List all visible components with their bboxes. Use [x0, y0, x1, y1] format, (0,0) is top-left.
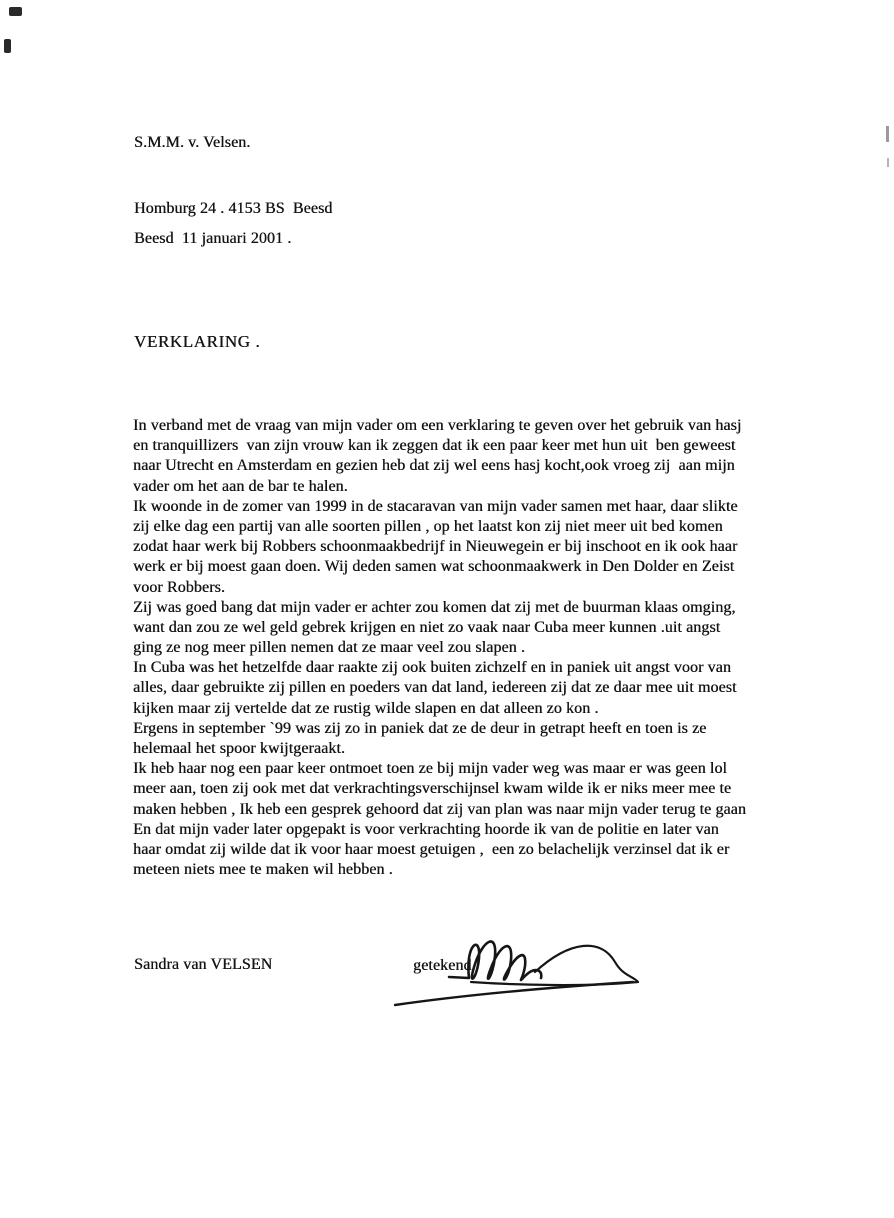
body-line: vader om het aan de bar te halen.: [133, 477, 348, 495]
sender-address: Homburg 24 . 4153 BS Beesd: [134, 200, 333, 217]
body-line: In Cuba was het hetzelfde daar raakte zij ook buiten zichzelf en in paniek uit angst voor van: [133, 659, 731, 677]
scan-artifact: [887, 158, 889, 167]
body-line: meer aan, toen zij ook met dat verkrachtingsverschijnsel kwam wilde ik er niks meer mee te: [133, 780, 732, 798]
scan-artifact: [9, 7, 22, 16]
body-line: Ergens in september `99 was zij zo in paniek dat ze de deur in getrapt heeft en toen is ze: [133, 719, 707, 737]
body-line: alles, daar gebruikte zij pillen en poeders van dat land, iedereen zij dat ze daar mee uit moest: [133, 679, 737, 697]
body-line: maken hebben , Ik heb een gesprek gehoord dat zij van plan was naar mijn vader terug te gaan: [133, 800, 746, 818]
body-line: voor Robbers.: [133, 578, 225, 596]
body-line: Ik woonde in de zomer van 1999 in de stacaravan van mijn vader samen met haar, daar slikte: [133, 497, 738, 515]
date-line: Beesd 11 januari 2001 .: [134, 230, 292, 247]
body-line: en tranquillizers van zijn vrouw kan ik zeggen dat ik een paar keer met hun uit ben geweest: [133, 437, 736, 455]
body-line: werk er bij moest gaan doen. Wij deden samen wat schoonmaakwerk in Den Dolder en Zeist: [133, 558, 735, 576]
body-line: En dat mijn vader later opgepakt is voor verkrachting hoorde ik van de politie en later van: [133, 820, 719, 838]
body-line: Zij was goed bang dat mijn vader er achter zou komen dat zij met de buurman klaas omging,: [133, 598, 736, 616]
body-line: zij elke dag een partij van alle soorten pillen , op het laatst kon zij niet meer uit bed komen: [133, 517, 723, 535]
scan-artifact: [4, 39, 11, 53]
body-line: helemaal het spoor kwijtgeraakt.: [133, 740, 346, 757]
body-line: naar Utrecht en Amsterdam en gezien heb dat zij wel eens hasj kocht,ook vroeg zij aan mijn: [133, 457, 735, 475]
body-line: haar omdat zij wilde dat ik voor haar moest getuigen , een zo belachelijk verzinsel dat ik er: [133, 840, 730, 858]
signatory-name: Sandra van VELSEN: [134, 956, 273, 973]
letter-body: [133, 416, 808, 880]
signed-label: getekend: [413, 957, 472, 974]
scan-artifact: [886, 126, 889, 142]
sender-name: S.M.M. v. Velsen.: [134, 134, 251, 151]
body-line: Ik heb haar nog een paar keer ontmoet toen ze bij mijn vader weg was maar er was geen lol: [133, 760, 727, 778]
document-title: VERKLARING .: [134, 332, 261, 351]
body-line: ging ze nog meer pillen nemen dat ze maar veel zou slapen .: [133, 639, 525, 657]
body-line: zodat haar werk bij Robbers schoonmaakbedrijf in Nieuwegein er bij inschoot en ik ook haar: [133, 538, 738, 556]
body-line: want dan zou ze wel geld gebrek krijgen en niet zo vaak naar Cuba meer kunnen .uit angst: [133, 618, 721, 636]
body-line: In verband met de vraag van mijn vader om een verklaring te geven over het gebruik van hasj: [133, 417, 742, 434]
body-line: meteen niets mee te maken wil hebben .: [133, 861, 393, 879]
body-line: kijken maar zij vertelde dat ze rustig wilde slapen en dat alleen zo kon .: [133, 699, 599, 717]
